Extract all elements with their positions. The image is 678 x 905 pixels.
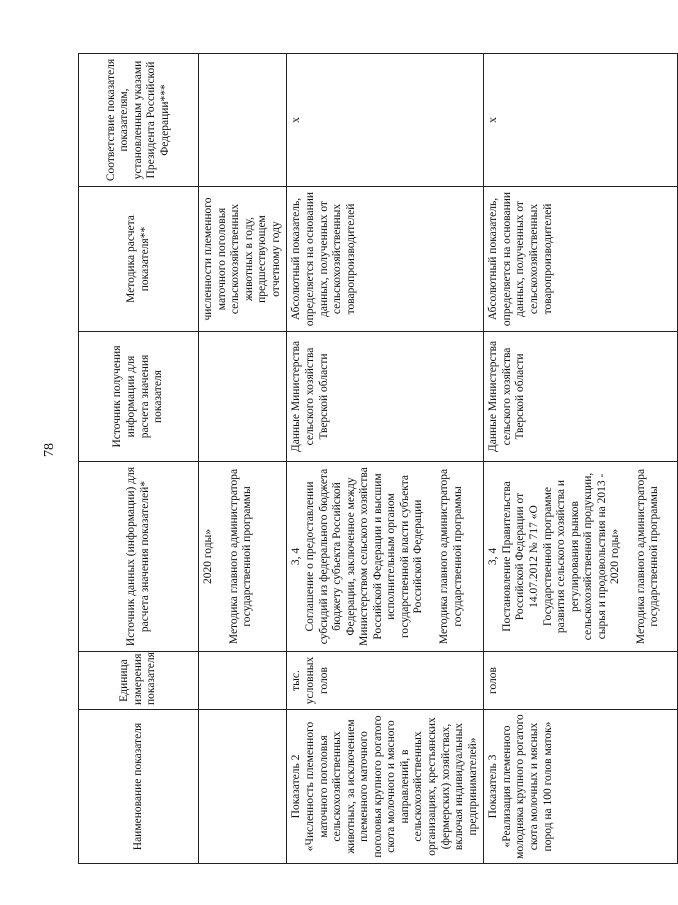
source-line: Методика главного администратора государственной программы bbox=[227, 468, 254, 645]
header-info-origin: Источник получения информации для расчета значения показателя bbox=[79, 332, 199, 462]
source-refs: 3, 4 bbox=[290, 547, 303, 566]
indicator-name: «Численность племенного маточного поголовья сельскохозяйственных животных, за исключением племенного маточного поголовья крупного рогатого скота молочного и мясного направлений, в сельскохозяйственных организациях, крестьянских (фермерских) хозяйствах, включая индивидуальных предпринимателей» bbox=[303, 715, 479, 858]
header-method: Методика расчета показателя** bbox=[79, 187, 199, 332]
cell-source bbox=[199, 462, 287, 652]
cell-origin: Данные Министерства сельского хозяйства Тверской области bbox=[484, 332, 678, 462]
header-unit: Единица измерения показателя bbox=[79, 652, 199, 710]
cell-source bbox=[484, 462, 678, 652]
header-indicator-name: Наименование показателя bbox=[79, 710, 199, 864]
cell-empty bbox=[199, 710, 287, 864]
indicators-table bbox=[78, 53, 678, 864]
cell-unit: тыс. условных голов bbox=[287, 652, 484, 710]
cell-origin: Данные Министерства сельского хозяйства Тверской области bbox=[287, 332, 484, 462]
cell-empty bbox=[199, 652, 287, 710]
cell-source bbox=[287, 462, 484, 652]
table-wrapper bbox=[78, 54, 661, 864]
source-refs: 3, 4 bbox=[487, 547, 500, 566]
header-data-source: Источник данных (информации) для расчета значения показателей* bbox=[79, 462, 199, 652]
table-row-continuation bbox=[199, 54, 287, 864]
table-row-indicator-2 bbox=[287, 54, 484, 864]
source-text: Постановление Правительства Российской Федерации от 14.07.2012 № 717 «О Государственной программе развития сельского хозяйства и регулирования рынков сельскохозяйственной продукции, сырья и продовольствия на 2013 - 2020 годы» bbox=[500, 472, 622, 641]
indicator-name: «Реализация племенного молодняка крупного рогатого скота молочных и мясных пород на 100 голов маток» bbox=[500, 714, 554, 859]
cell-indicator-name bbox=[287, 710, 484, 864]
cell-method: Абсолютный показатель, определяется на основании данных, полученных от сельскохозяйственных товаропроизводителей bbox=[484, 187, 678, 332]
cell-compliance: х bbox=[484, 54, 678, 187]
page-number: 78 bbox=[42, 443, 57, 457]
rotated-table-stage bbox=[78, 54, 661, 864]
header-compliance: Соответствие показателя показателям, установленным указами Президента Российской Федерации*** bbox=[79, 54, 199, 187]
indicator-title: Показатель 2 bbox=[290, 754, 303, 819]
cell-unit: голов bbox=[484, 652, 678, 710]
indicator-title: Показатель 3 bbox=[487, 754, 500, 819]
cell-compliance: х bbox=[287, 54, 484, 187]
source-text: Методика главного администратора государственной программы bbox=[634, 468, 661, 645]
cell-indicator-name bbox=[484, 710, 678, 864]
cell-method: численности племенного маточного поголовья сельскохозяйственных животных в году, предшествующем отчетному году bbox=[199, 187, 287, 332]
cell-empty bbox=[199, 332, 287, 462]
source-text: Соглашение о предоставлении субсидий из федерального бюджета бюджету субъекта Российской Федерации, заключенное между Министерством сельского хозяйства Российской Федерации и высшим исполнительным органом государственной власти субъекта Российской Федерации bbox=[303, 467, 425, 646]
table-row-indicator-3 bbox=[484, 54, 678, 864]
table-header-row bbox=[79, 54, 199, 864]
source-text: Методика главного администратора государственной программы bbox=[438, 468, 464, 645]
cell-method: Абсолютный показатель, определяется на основании данных, полученных от сельскохозяйственных товаропроизводителей bbox=[287, 187, 484, 332]
source-line: 2020 годы» bbox=[202, 528, 214, 585]
cell-empty bbox=[199, 54, 287, 187]
